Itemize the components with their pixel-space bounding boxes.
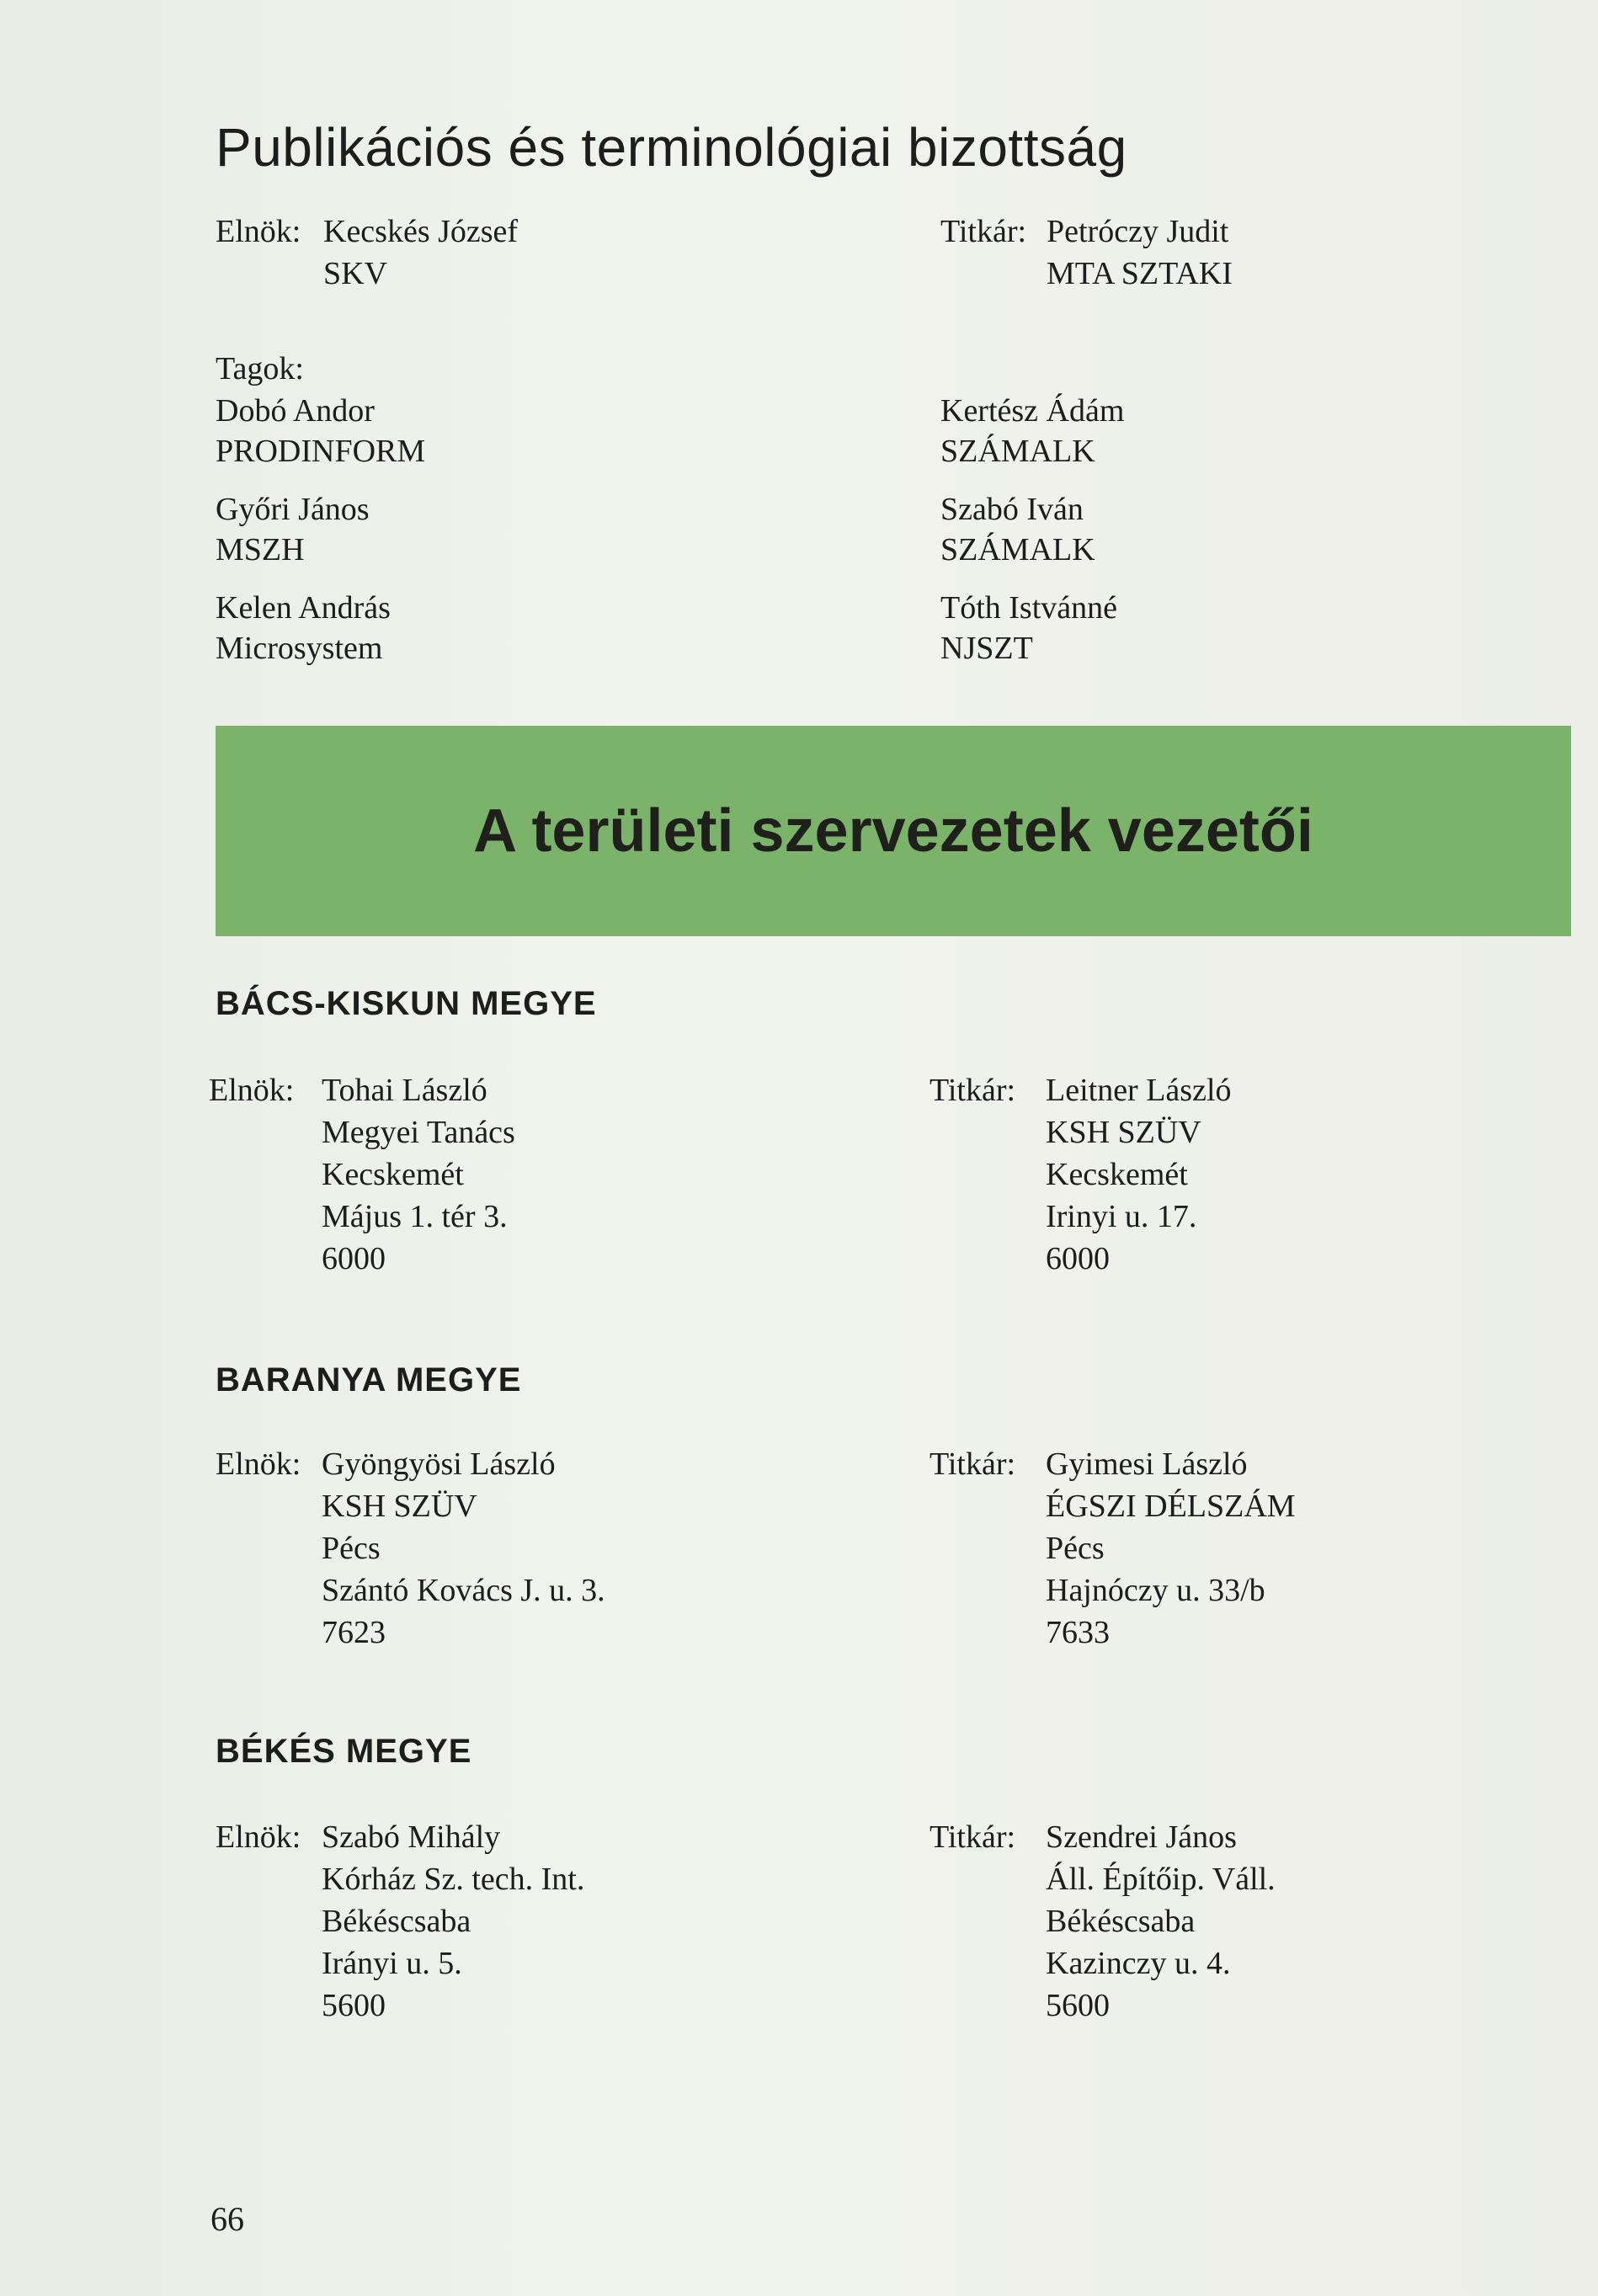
chair-line: Pécs [322, 1531, 381, 1566]
chair-line: 7623 [322, 1615, 386, 1650]
member-name: Győri János [216, 492, 370, 527]
secretary-line: 7633 [1046, 1615, 1110, 1650]
secretary-line: Kazinczy u. 4. [1046, 1946, 1231, 1981]
county-secretary-label: Titkár: [930, 1819, 1016, 1855]
member-org: SZÁMALK [940, 532, 1095, 567]
secretary-line: KSH SZÜV [1046, 1115, 1201, 1150]
chair-line: Május 1. tér 3. [322, 1199, 508, 1234]
county-secretary-block [1046, 1443, 1296, 1654]
chair-line: 6000 [322, 1241, 386, 1276]
county-heading: BÁCS-KISKUN MEGYE [216, 985, 597, 1022]
county-chair-block [322, 1816, 584, 2027]
chair-line: KSH SZÜV [322, 1489, 477, 1524]
chair-line: Megyei Tanács [322, 1115, 515, 1150]
page-number: 66 [210, 2200, 244, 2238]
member-org: NJSZT [940, 631, 1033, 666]
chair-line: Kecskemét [322, 1157, 464, 1192]
county-chair-label: Elnök: [216, 1819, 301, 1855]
secretary-line: Leitner László [1046, 1073, 1232, 1108]
committee-secretary-org: MTA SZTAKI [1047, 256, 1233, 291]
county-secretary-label: Titkár: [930, 1073, 1016, 1108]
member-name: Kelen András [216, 590, 391, 626]
secretary-line: Kecskemét [1046, 1157, 1188, 1192]
county-secretary-label: Titkár: [930, 1446, 1016, 1482]
member-org: MSZH [216, 532, 305, 567]
committee-title: Publikációs és terminológiai bizottság [216, 117, 1127, 178]
section-banner [216, 726, 1571, 936]
committee-secretary-name: Petróczy Judit [1047, 214, 1229, 249]
county-secretary-block [1046, 1816, 1276, 2027]
county-chair-block [322, 1069, 515, 1280]
chair-line: Gyöngyösi László [322, 1446, 556, 1482]
secretary-line: ÉGSZI DÉLSZÁM [1046, 1489, 1296, 1524]
secretary-line: Szendrei János [1046, 1819, 1237, 1855]
secretary-line: 5600 [1046, 1988, 1110, 2023]
members-label: Tagok: [216, 351, 304, 386]
committee-chair-label: Elnök: [216, 214, 301, 249]
chair-line: Tohai László [322, 1073, 487, 1108]
member-name: Tóth Istvánné [940, 590, 1118, 626]
county-chair-label: Elnök: [216, 1446, 301, 1482]
banner-title: A területi szervezetek vezetői [473, 797, 1313, 865]
chair-line: Szántó Kovács J. u. 3. [322, 1573, 605, 1608]
member-name: Kertész Ádám [940, 393, 1125, 429]
secretary-line: 6000 [1046, 1241, 1110, 1276]
member-org: PRODINFORM [216, 434, 426, 469]
chair-line: Kórház Sz. tech. Int. [322, 1862, 585, 1897]
county-chair-block [322, 1443, 605, 1654]
secretary-line: Irinyi u. 17. [1046, 1199, 1197, 1234]
county-heading: BÉKÉS MEGYE [216, 1733, 472, 1770]
committee-chair-name: Kecskés József [323, 214, 519, 249]
committee-chair-org: SKV [323, 256, 388, 291]
county-chair-label: Elnök: [209, 1073, 295, 1108]
secretary-line: Békéscsaba [1046, 1904, 1196, 1939]
chair-line: Szabó Mihály [322, 1819, 501, 1855]
chair-line: Békéscsaba [322, 1904, 471, 1939]
chair-line: Irányi u. 5. [322, 1946, 462, 1981]
member-name: Dobó Andor [216, 393, 375, 429]
county-secretary-block [1046, 1069, 1232, 1280]
committee-secretary-label: Titkár: [940, 214, 1027, 249]
secretary-line: Gyimesi László [1046, 1446, 1248, 1482]
secretary-line: Hajnóczy u. 33/b [1046, 1573, 1265, 1608]
member-org: Microsystem [216, 631, 383, 666]
secretary-line: Áll. Építőip. Váll. [1046, 1862, 1276, 1897]
member-name: Szabó Iván [940, 492, 1084, 527]
county-heading: BARANYA MEGYE [216, 1361, 522, 1398]
member-org: SZÁMALK [940, 434, 1095, 469]
secretary-line: Pécs [1046, 1531, 1105, 1566]
chair-line: 5600 [322, 1988, 386, 2023]
